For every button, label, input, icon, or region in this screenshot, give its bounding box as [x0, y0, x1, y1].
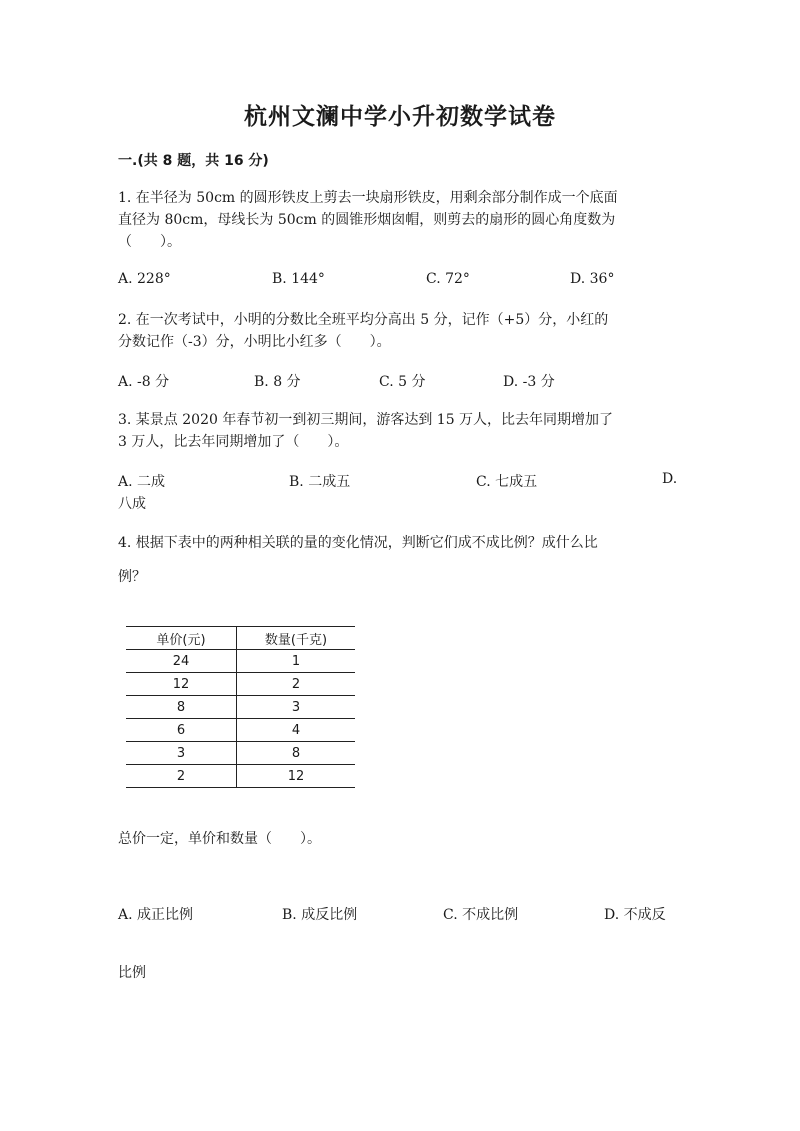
table-cell-price: 6 — [126, 719, 237, 742]
question-2-option-a: A. -8 分 — [118, 374, 170, 390]
table-cell-quantity: 8 — [237, 742, 356, 765]
question-4-line-1: 4. 根据下表中的两种相关联的量的变化情况，判断它们成不成比例？成什么比 — [118, 535, 598, 551]
question-4-option-a: A. 成正比例 — [118, 907, 194, 923]
question-3-option-d-continued: 八成 — [118, 496, 146, 512]
question-1-line-2: 直径为 80cm，母线长为 50cm 的圆锥形烟囱帽，则剪去的扇形的圆心角度数为 — [118, 212, 616, 228]
question-2-line-1: 2. 在一次考试中，小明的分数比全班平均分高出 5 分，记作（+5）分，小红的 — [118, 312, 609, 328]
table-cell-price: 24 — [126, 650, 237, 673]
table-cell-quantity: 1 — [237, 650, 356, 673]
table-cell-quantity: 4 — [237, 719, 356, 742]
table-row — [126, 673, 355, 696]
question-2-option-d: D. -3 分 — [503, 374, 555, 390]
table-header-row — [126, 627, 355, 650]
table-row — [126, 742, 355, 765]
price-quantity-table — [126, 626, 355, 788]
table-row — [126, 696, 355, 719]
table-cell-quantity: 3 — [237, 696, 356, 719]
question-3-option-d: D. — [662, 471, 678, 487]
question-3-line-1: 3. 某景点 2020 年春节初一到初三期间，游客达到 15 万人，比去年同期增加了 — [118, 412, 614, 428]
question-4-option-b: B. 成反比例 — [282, 907, 358, 923]
question-1-line-1: 1. 在半径为 50cm 的圆形铁皮上剪去一块扇形铁皮，用剩余部分制作成一个底面 — [118, 190, 618, 206]
question-4-option-d-continued: 比例 — [118, 965, 146, 981]
question-1-option-b: B. 144° — [272, 271, 325, 287]
table-cell-quantity: 2 — [237, 673, 356, 696]
section-heading: 一.(共 8 题，共 16 分) — [118, 153, 269, 169]
question-2-line-2: 分数记作（-3）分，小明比小红多（ ）。 — [118, 334, 391, 350]
table-header-quantity: 数量(千克) — [237, 627, 356, 650]
question-4-prompt: 总价一定，单价和数量（ ）。 — [118, 831, 321, 847]
question-3-option-c: C. 七成五 — [476, 474, 538, 490]
question-2-option-b: B. 8 分 — [254, 374, 301, 390]
question-1-option-d: D. 36° — [570, 271, 615, 287]
table-row — [126, 650, 355, 673]
question-1-option-a: A. 228° — [118, 271, 171, 287]
table-row — [126, 765, 355, 788]
question-4-option-d: D. 不成反 — [604, 907, 666, 923]
question-4-option-c: C. 不成比例 — [443, 907, 519, 923]
page-title: 杭州文澜中学小升初数学试卷 — [244, 104, 556, 130]
question-3-line-2: 3 万人，比去年同期增加了（ ）。 — [118, 434, 349, 450]
table-cell-price: 3 — [126, 742, 237, 765]
table-header-price: 单价(元) — [126, 627, 237, 650]
question-1-line-3: （ ）。 — [118, 234, 181, 250]
question-3-option-a: A. 二成 — [118, 474, 166, 490]
question-1-option-c: C. 72° — [426, 271, 470, 287]
table-cell-price: 2 — [126, 765, 237, 788]
question-4-line-2: 例？ — [118, 569, 146, 585]
table-row — [126, 719, 355, 742]
table-cell-price: 8 — [126, 696, 237, 719]
table-cell-price: 12 — [126, 673, 237, 696]
question-3-option-b: B. 二成五 — [289, 474, 351, 490]
question-2-option-c: C. 5 分 — [379, 374, 426, 390]
table-cell-quantity: 12 — [237, 765, 356, 788]
